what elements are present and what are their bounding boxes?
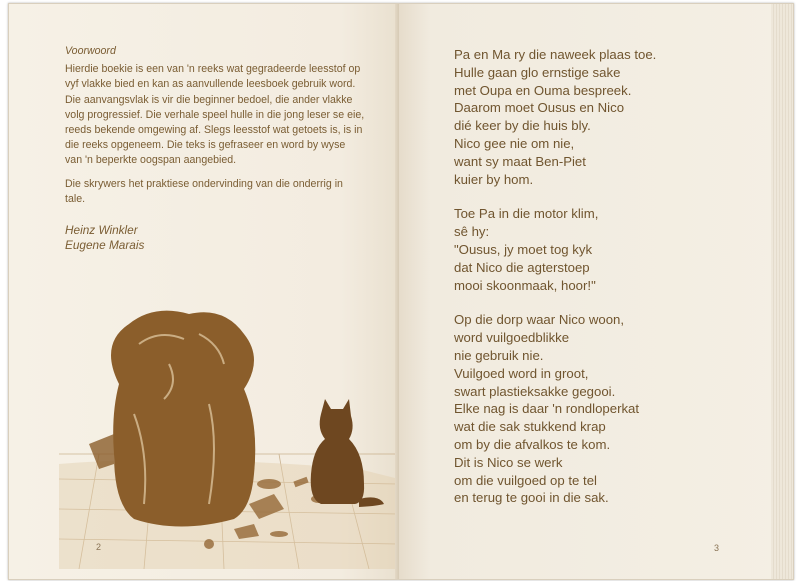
stanza-2: [454, 205, 754, 294]
open-book: [8, 3, 794, 580]
line: om by die afvalkos te kom.: [454, 436, 611, 452]
line: Elke nag is daar 'n rondloperkat: [454, 401, 640, 417]
author-1: Heinz Winkler: [65, 223, 138, 238]
line: "Ousus, jy moet tog kyk: [454, 241, 593, 257]
line: en terug te gooi in die sak.: [454, 490, 609, 506]
line: om die vuilgoed op te tel: [454, 472, 597, 488]
line: Daarom moet Ousus en Nico: [454, 100, 625, 116]
foreword-heading: Voorwoord: [65, 45, 116, 57]
page-number-right: 3: [714, 543, 720, 553]
line: Pa en Ma ry die naweek plaas toe.: [454, 47, 657, 62]
stanza-3: [454, 311, 754, 507]
garbage-bag-cat-illustration: [59, 304, 399, 569]
line: wat die sak stukkend krap: [454, 419, 606, 435]
line: Toe Pa in die motor klim,: [454, 206, 599, 222]
line: kuier by hom.: [454, 171, 534, 187]
authors: [65, 223, 365, 253]
line: Vuilgoed word in groot,: [454, 365, 589, 381]
story-text: [454, 46, 754, 507]
line: Nico gee nie om nie,: [454, 135, 575, 151]
line: Dit is Nico se werk: [454, 454, 563, 470]
line: word vuilgoedblikke: [454, 330, 570, 346]
line: Op die dorp waar Nico woon,: [454, 312, 625, 328]
author-2: Eugene Marais: [65, 238, 145, 253]
left-page: [9, 4, 399, 579]
page-edges: [771, 4, 793, 579]
line: sê hy:: [454, 224, 490, 240]
foreword-paragraph-2: Die skrywers het praktiese ondervinding van die onderrig in tale.: [65, 177, 343, 205]
stanza-1: [454, 46, 754, 188]
page-number-left: 2: [96, 542, 102, 552]
line: Hulle gaan glo ernstige sake: [454, 64, 621, 80]
line: dié keer by die huis bly.: [454, 118, 591, 134]
line: mooi skoonmaak, hoor!": [454, 277, 596, 293]
foreword-paragraph-1: Hierdie boekie is een van 'n reeks wat gegradeerde leesstof op vyf vlakke bied en kan as aanvullende leesboek gebruik word. Die aanvangsvlak is vir die beginner bedoel, die ander vlakke volg progressief. Die verhale speel hulle in die jong leser se eie, reeds bekende omgewing af. Slegs leesstof wat getoets is, is in die reeks opgeneem. Die teks is gefraseer en word by wyse van 'n beperkte oogspan aangebied.: [65, 63, 365, 167]
line: swart plastieksakke gegooi.: [454, 383, 616, 399]
foreword: [65, 44, 365, 253]
line: dat Nico die agterstoep: [454, 259, 590, 275]
line: met Oupa en Ouma bespreek.: [454, 82, 632, 98]
line: want sy maat Ben-Piet: [454, 153, 586, 169]
line: nie gebruik nie.: [454, 347, 544, 363]
